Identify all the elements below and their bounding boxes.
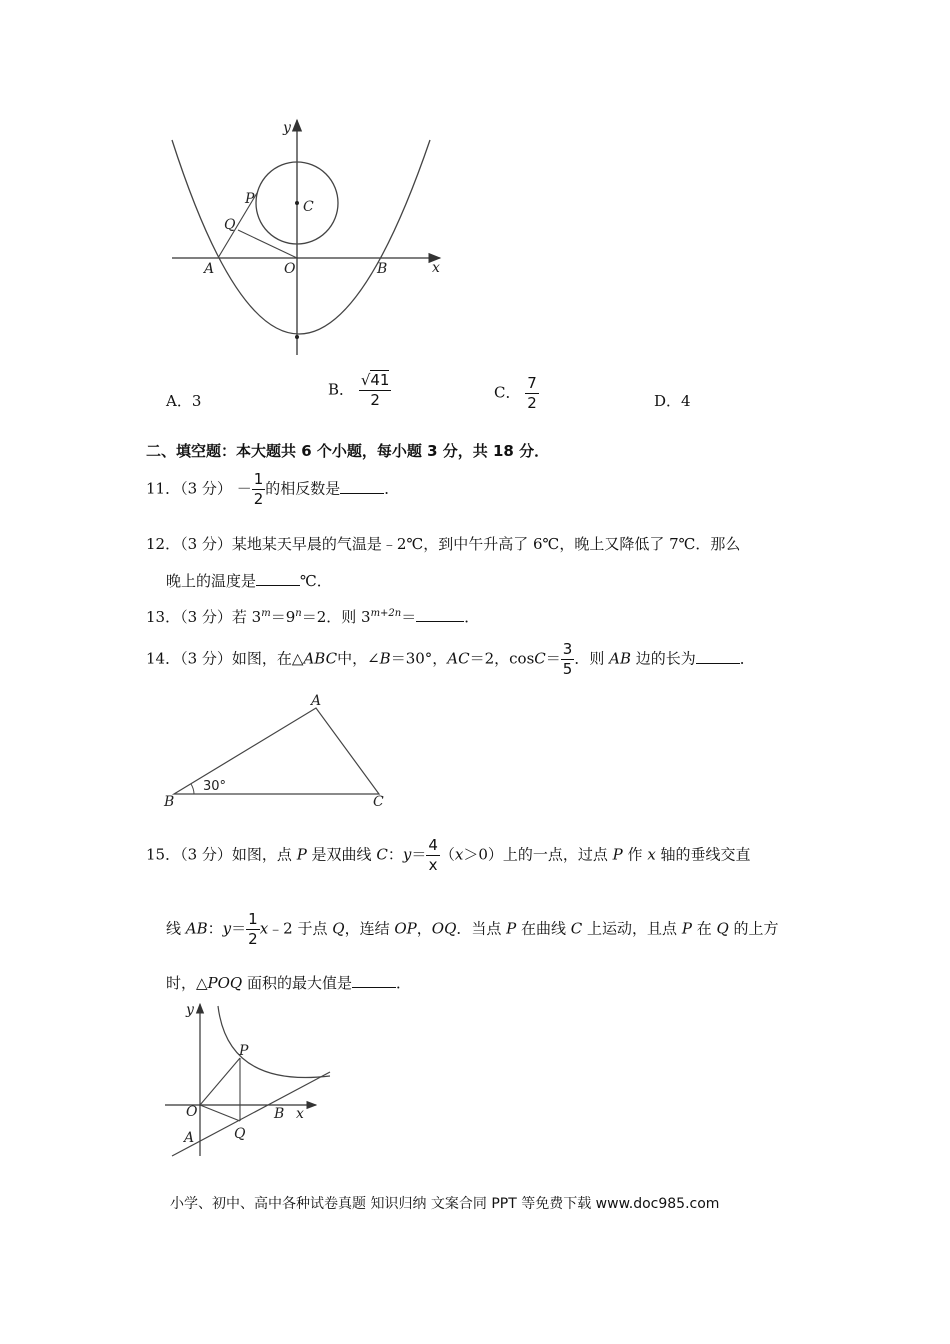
label-o: O [186,1104,198,1120]
label-q: Q [234,1126,246,1142]
page-footer: 小学、初中、高中各种试卷真题 知识归纳 文案合同 PPT 等免费下载 www.doc985.com [170,1196,720,1212]
label-c: C [373,794,384,810]
triangle-figure [160,690,400,810]
answer-blank [352,986,396,988]
q14-fraction: $\frac{3}{5}$ [562,640,573,678]
label-a: A [184,1130,195,1146]
question-15-line2: 线 AB：y＝ $\frac{1}{2}$ x﹣2 于点 Q，连结 OP，OQ．当点 P 在曲线 C 上运动，且点 P 在 Q 的上方 [166,910,779,948]
question-15-line3: 时，△POQ 面积的最大值是 ． [166,974,412,992]
label-b: B [274,1106,285,1122]
segment-qo [238,230,297,258]
label-b: B [164,794,175,810]
question-12-line1: 12．（3 分）某地某天早晨的气温是﹣2℃，到中午升高了 6℃，晚上又降低了 7℃．那么 [146,535,741,553]
question-14: 14．（3 分）如图，在△ABC中，∠B＝30°，AC＝2，cosC＝ $\frac{3}{5}$ ．则 AB 边的长为 ． [146,640,755,678]
angle-label: 30° [203,779,227,794]
section2-heading: 二、填空题：本大题共 6 个小题，每小题 3 分，共 18 分． [146,442,550,460]
q11-fraction: $\frac{1}{2}$ [253,470,264,508]
q15-fraction: $\frac{4}{x}$ [428,836,438,874]
label-a: A [204,261,215,277]
label-a: A [311,693,322,709]
label-y: y [283,120,291,136]
answer-blank [340,492,384,494]
label-b: B [377,261,388,277]
question-12-line2: 晚上的温度是 ℃． [166,572,332,590]
question-13: 13．（3 分）若 $3^m=9^n=2$．则 $3^{m+2n}=$ ． [146,608,480,626]
option-d: D．4 [654,392,691,410]
label-x: x [432,260,440,276]
question-15-line1: 15．（3 分）如图，点 P 是双曲线 C：y＝ $\frac{4}{x}$ （x＞0）上的一点，过点 P 作 x 轴的垂线交直 [146,836,751,874]
option-b: B． $\frac{√41}{2}$ [328,371,390,409]
label-c: C [303,199,314,215]
label-q: Q [224,217,236,233]
answer-blank [256,584,300,586]
label-p: P [239,1043,249,1059]
vertex-point [295,335,299,339]
hyperbola-curve [218,1006,330,1078]
parabola-curve [172,140,430,334]
segment-op [200,1058,240,1105]
angle-arc [191,784,194,794]
label-p: P [245,191,255,207]
option-c-fraction: $\frac{7}{2}$ [527,374,537,412]
question-11: 11．（3 分） － $\frac{1}{2}$ 的相反数是 ． [146,470,400,508]
parabola-circle-figure [160,110,460,370]
hyperbola-line-figure [160,998,340,1163]
q15-fraction-2: $\frac{1}{2}$ [248,910,258,948]
label-x: x [296,1106,304,1122]
option-c: C． $\frac{7}{2}$ [494,374,537,412]
option-b-fraction: $\frac{√41}{2}$ [360,371,390,409]
option-a: A．3 [166,392,202,410]
sqrt-sign: √ [360,371,371,389]
answer-blank [416,620,464,622]
label-y: y [186,1002,194,1018]
label-o: O [284,261,296,277]
center-point [295,201,299,205]
answer-blank [696,662,740,664]
segment-oq [200,1105,240,1121]
